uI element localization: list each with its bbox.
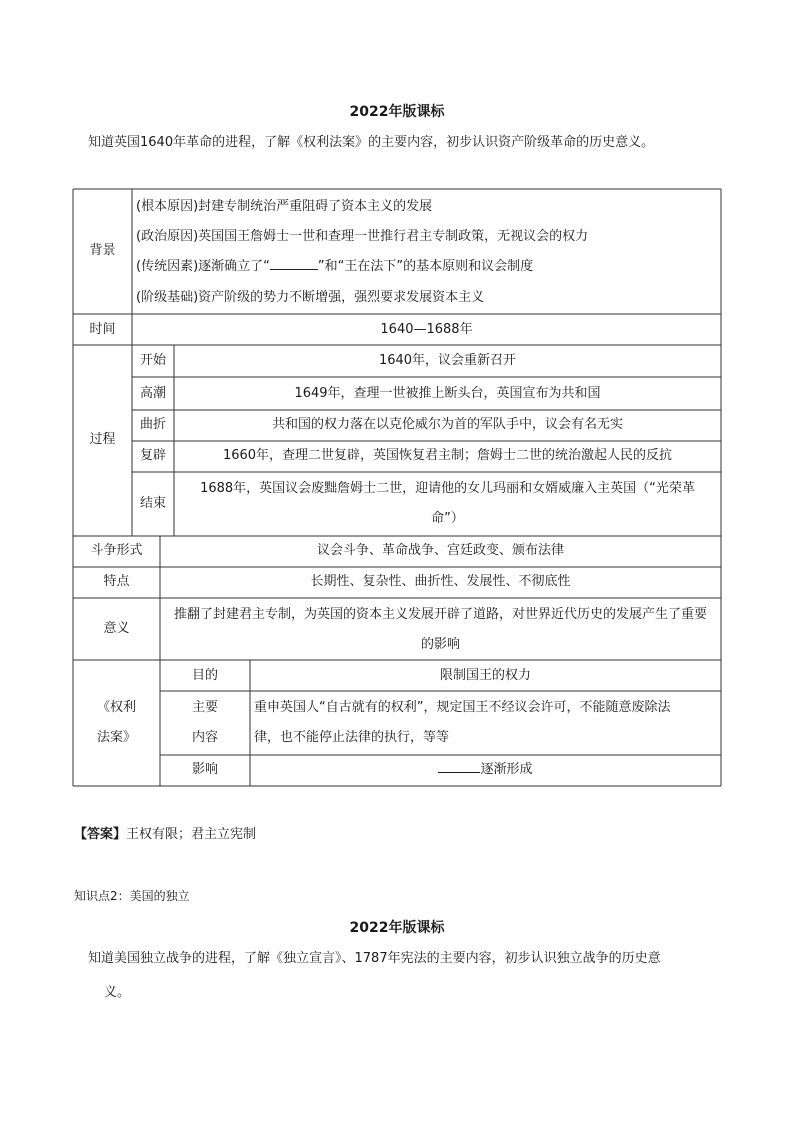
process-text-start: 1640年，议会重新召开	[378, 353, 517, 368]
process-text-restoration: 1660年，查理二世复辟，英国恢复君主制；詹姆士二世的统治激起人民的反抗	[222, 448, 673, 463]
significance-line2: 的影响	[420, 637, 460, 652]
struggle-value: 议会斗争、革命战争、宫廷政变、颁布法律	[316, 543, 564, 558]
row-label-background: 背景	[89, 243, 116, 258]
bill-label-line2: 法案》	[96, 730, 136, 745]
features-value: 长期性、复杂性、曲折性、发展性、不彻底性	[310, 574, 571, 589]
process-text-end-line1: 1688年，英国议会废黜詹姆士二世，迎请他的女儿玛丽和女婿威廉入主英国（“光荣革	[200, 481, 695, 496]
process-stage-climax: 高潮	[139, 386, 166, 401]
process-stage-twist: 曲折	[139, 417, 166, 432]
bill-content-line2: 律，也不能停止法律的执行，等等	[254, 730, 450, 745]
row-label-time: 时间	[89, 322, 116, 337]
section2-standard-line1: 知道美国独立战争的进程，了解《独立宣言》、1787年宪法的主要内容，初步认识独立战争的历史意	[88, 951, 661, 966]
background-root-cause: (根本原因)封建专制统治严重阻碍了资本主义的发展	[136, 199, 433, 214]
row-label-significance: 意义	[103, 621, 130, 636]
answer-text: 王权有限；君主立宪制	[126, 827, 257, 842]
section2-standard-line2: 义。	[104, 985, 131, 1000]
process-stage-restoration: 复辟	[139, 448, 166, 463]
process-text-end-line2: 命”）	[431, 511, 464, 526]
process-stage-start: 开始	[139, 353, 166, 368]
fill-blank-2[interactable]	[438, 772, 480, 773]
bill-impact-value	[250, 760, 721, 780]
impact-suffix: 逐渐形成	[480, 762, 533, 777]
row-label-process: 过程	[89, 432, 116, 447]
row-label-features: 特点	[103, 574, 130, 589]
answer-line	[74, 821, 256, 849]
section1-standard: 知道英国1640年革命的进程，了解《权利法案》的主要内容，初步认识资产阶级革命的历史意义。	[88, 135, 655, 150]
row-label-struggle: 斗争形式	[90, 543, 143, 558]
bill-content-label-line1: 主要	[191, 700, 218, 715]
section2-heading: 2022年版课标	[349, 920, 445, 936]
fill-blank-1[interactable]	[270, 269, 318, 270]
bill-content-line1: 重申英国人“自古就有的权利”，规定国王不经议会许可，不能随意废除法	[254, 700, 671, 715]
answer-tag: 【答案】	[74, 827, 127, 842]
background-class-basis: (阶级基础)资产阶级的势力不断增强，强烈要求发展资本主义	[136, 290, 485, 305]
time-value: 1640—1688年	[380, 322, 473, 337]
knowledge-point-title: 知识点2：美国的独立	[74, 889, 190, 903]
bill-content-label-line2: 内容	[191, 730, 218, 745]
section1-heading: 2022年版课标	[349, 104, 445, 120]
background-tradition	[136, 257, 533, 277]
significance-line1: 推翻了封建君主专制，为英国的资本主义发展开辟了道路，对世界近代历史的发展产生了重要	[173, 607, 707, 622]
process-stage-end: 结束	[139, 496, 166, 511]
bill-purpose-value: 限制国王的权力	[439, 668, 531, 683]
bill-purpose-label: 目的	[191, 668, 218, 683]
tradition-suffix: ”和“王在法下”的基本原则和议会制度	[317, 259, 534, 274]
background-political-cause: (政治原因)英国国王詹姆士一世和查理一世推行君主专制政策，无视议会的权力	[136, 229, 589, 244]
bill-label-line1: 《权利	[96, 700, 136, 715]
bill-impact-label: 影响	[191, 762, 218, 777]
tradition-prefix: (传统因素)逐渐确立了“	[136, 259, 270, 274]
process-text-climax: 1649年，查理一世被推上断头台，英国宣布为共和国	[294, 386, 601, 401]
process-text-twist: 共和国的权力落在以克伦威尔为首的军队手中，议会有名无实	[271, 417, 623, 432]
